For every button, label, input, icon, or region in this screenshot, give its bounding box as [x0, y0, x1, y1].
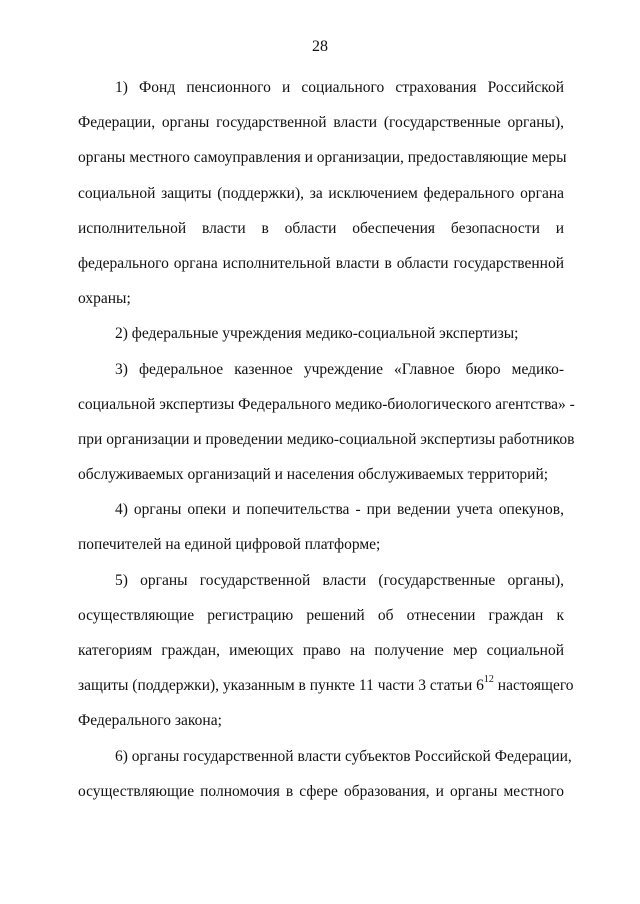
text-line: категориям граждан, имеющих право на получение мер социальной	[78, 642, 564, 659]
text-line-with-superscript	[78, 668, 574, 703]
page-number: 28	[312, 38, 328, 55]
text-segment: защиты (поддержки), указанным в пункте 11 части 3 статьи 6	[78, 677, 484, 695]
text-line: обслуживаемых организаций и населения обслуживаемых территорий;	[78, 466, 549, 484]
text-line: охраны;	[78, 290, 131, 308]
text-line: федерального органа исполнительной власти в области государственной	[78, 254, 564, 272]
text-line: социальной экспертизы Федерального медико-биологического агентства» -	[78, 395, 575, 413]
text-line: Федерации, органы государственной власти (государственные органы),	[78, 114, 564, 132]
text-line: 1) Фонд пенсионного и социального страхования Российской	[115, 79, 564, 96]
text-line: 3) федеральное казенное учреждение «Главное бюро медико-	[115, 360, 564, 378]
paragraph-6	[78, 739, 572, 809]
text-line: 4) органы опеки и попечительства - при ведении учета опекунов,	[115, 501, 564, 519]
paragraph-3	[78, 352, 575, 493]
superscript: 12	[483, 674, 494, 686]
text-line: 2) федеральные учреждения медико-социальной экспертизы;	[115, 325, 519, 343]
text-line: 5) органы государственной власти (государственные органы),	[115, 571, 564, 589]
document-body	[78, 70, 575, 809]
text-line: исполнительной власти в области обеспечения безопасности и	[78, 219, 564, 237]
paragraph-4	[78, 492, 564, 562]
text-line: органы местного самоуправления и организации, предоставляющие меры	[78, 149, 567, 167]
text-line: при организации и проведении медико-социальной экспертизы работников	[78, 430, 575, 448]
text-line: социальной защиты (поддержки), за исключением федерального органа	[78, 184, 564, 202]
text-line: попечителей на единой цифровой платформе;	[78, 536, 381, 554]
paragraph-2	[78, 316, 564, 351]
paragraph-1	[78, 70, 567, 316]
text-line: осуществляющие полномочия в сфере образования, и органы местного	[78, 782, 564, 800]
text-line: Федерального закона;	[78, 712, 222, 730]
text-line: осуществляющие регистрацию решений об отнесении граждан к	[78, 606, 564, 624]
text-segment: настоящего	[493, 677, 574, 695]
text-line: 6) органы государственной власти субъектов Российской Федерации,	[115, 747, 572, 765]
paragraph-5	[78, 563, 574, 739]
